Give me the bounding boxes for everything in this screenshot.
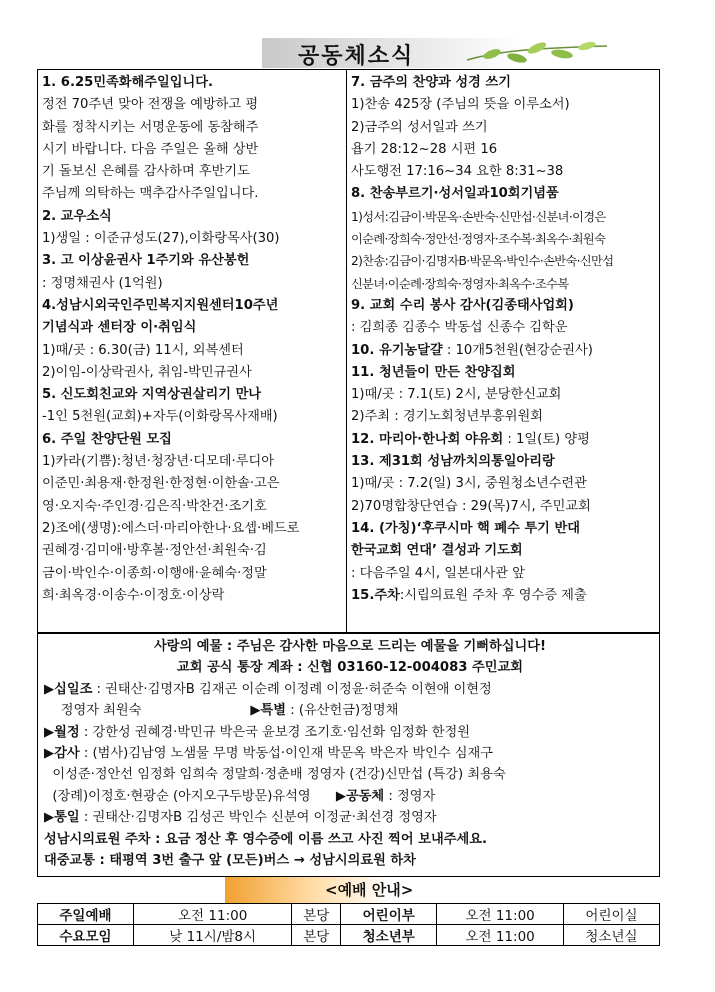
notice-line: 기 돌보신 은혜를 감사하며 후반기도: [42, 164, 250, 180]
notice-line: 욥기 28:12~28 시편 16: [351, 141, 498, 157]
offering-line: [44, 807, 656, 828]
notice-line: 9. 교회 수리 봉사 감사(김종태사업회): [351, 297, 574, 313]
notice-line: 정전 70주년 맞아 전쟁을 예방하고 평: [42, 97, 259, 113]
offering-category: ▶특별: [250, 703, 287, 719]
notice-line: 8. 찬송부르기·성서일과10회기념품: [351, 186, 559, 202]
offering-names: 이성준·정안선 임정화 임희숙 정말희·정춘배 정영자 (건강)신만섭 (특강) 최용숙: [44, 767, 506, 783]
offering-panel: [37, 633, 660, 877]
notice-line-heading: 15.주차: [351, 587, 400, 603]
notice-line: [351, 585, 657, 607]
notice-line: 1)때/곳 : 7.2(일) 3시, 중원청소년수련관: [351, 476, 587, 492]
offering-names: (장례)이정호·현광순 (아지오구두방문)유석영: [44, 788, 336, 804]
offering-category: ▶통일: [44, 810, 80, 826]
notice-line: 2)찬송:김금이·김명자B·박문옥·박인수·손반숙·신만섭: [351, 254, 614, 269]
notice-line: 1)때/곳 : 6.30(금) 11시, 외복센터: [42, 342, 244, 358]
service-schedule-table: [37, 903, 660, 946]
notice-line: 11. 청년들이 만든 찬양집회: [351, 364, 516, 380]
notice-line: : 정명채권사 (1억원): [42, 275, 163, 291]
notices-right-column: [351, 72, 657, 607]
table-cell: 수요모임: [38, 925, 134, 946]
notice-line: [351, 340, 657, 362]
notice-line: 7. 금주의 찬양과 성경 쓰기: [351, 75, 511, 90]
offering-names: : 권태산·김명자B 김성곤 박인수 신분여 이정균·최선경 정영자: [79, 810, 437, 826]
notice-line: : 김희종 김종수 박동섭 신종수 김학운: [351, 320, 568, 336]
table-row: [38, 904, 660, 925]
table-cell: 어린이부: [341, 904, 437, 925]
offering-names: : (유산헌금)정명채: [286, 703, 399, 719]
notice-line: : 다음주일 4시, 일본대사관 앞: [351, 565, 525, 581]
notice-line: 2)이임-이상락권사, 취임-박민규권사: [42, 364, 252, 380]
section-title: 공동체소식: [298, 43, 415, 69]
notice-line: -1인 5천원(교회)+자두(이화랑목사재배): [42, 409, 278, 425]
notice-line: [351, 429, 657, 451]
notice-line: 1)찬송 425장 (주님의 뜻을 이루소서): [351, 97, 570, 113]
notice-line: 1)생일 : 이준규성도(27),이화랑목사(30): [42, 231, 280, 247]
table-cell: 어린이실: [564, 904, 660, 925]
offering-category: ▶월정: [44, 724, 80, 740]
offering-names: : (범사)김남영 노샘물 무명 박동섭·이인재 박문옥 박은자 박인수 심재구: [79, 746, 493, 762]
notices-panel: [37, 69, 660, 633]
notices-left-column: [42, 72, 342, 607]
offering-line: [44, 700, 656, 721]
notice-line: 한국교회 연대’ 결성과 기도회: [351, 543, 523, 559]
notice-line: 5. 신도회친교와 지역상권살리기 만나: [42, 387, 262, 403]
column-divider: [346, 70, 347, 632]
table-row: [38, 925, 660, 946]
notice-line: 사도행전 17:16~34 요한 8:31~38: [351, 164, 564, 180]
table-cell: 본당: [292, 904, 341, 925]
table-cell: 본당: [292, 925, 341, 946]
section-title-banner: [262, 38, 612, 68]
service-guide-title: <예배 안내>: [325, 881, 414, 899]
notice-line: 14. (가칭)‘후쿠시마 핵 폐수 투기 반대: [351, 520, 580, 536]
table-cell: 청소년부: [341, 925, 437, 946]
notice-line: 기념식과 센터장 이·취임식: [42, 320, 197, 336]
notice-line-detail: : 10개5천원(현강순권사): [442, 342, 593, 358]
offering-names: : 정영자: [384, 788, 436, 804]
notice-line: 2)주최 : 경기노회청년부흥위원회: [351, 409, 543, 425]
offering-line: [44, 722, 656, 743]
offering-names: : 강한성 권혜경·박민규 박은국 윤보경 조기호·임선화 임정화 한정원: [79, 724, 470, 740]
notice-line: 2)70명합창단연습 : 29(목)7시, 주민교회: [351, 498, 591, 514]
notice-line-heading: 10. 유기농달걀: [351, 342, 443, 358]
offering-line: [44, 764, 656, 785]
notice-line: 권혜경·김미애·방후볼·정안선·최원숙·김: [42, 543, 267, 559]
notice-line: 4.성남시외국인주민복지지원센터10주년: [42, 297, 279, 313]
table-cell: 오전 11:00: [133, 904, 291, 925]
offering-names: : 권태산·김명자B 김재곤 이순례 이정례 이정윤·허준숙 이현애 이현정: [92, 681, 492, 697]
parking-notice: 성남시의료원 주차 : 요금 정산 후 영수증에 이름 쓰고 사진 찍어 보내주세요.: [44, 831, 487, 847]
notice-line-heading: 12. 마리아·한나회 야유회: [351, 431, 504, 447]
table-cell: 오전 11:00: [437, 904, 564, 925]
notice-line: 1)때/곳 : 7.1(토) 2시, 분당한신교회: [351, 387, 562, 403]
notice-line: 영·오지숙·주인경·김은직·박찬건·조기호: [42, 498, 267, 514]
notice-line: 이준민·최용재·한정원·한정현·이한솔·고은: [42, 476, 280, 492]
service-guide-banner: [225, 877, 460, 903]
offering-category: ▶공동체: [335, 788, 385, 804]
notice-line: 이순례·장희숙·정안선·정영자·조수복·최옥수·최원숙: [351, 232, 606, 247]
offering-heading: 사랑의 예물 : 주님은 감사한 마음으로 드리는 예물을 기뻐하십니다!: [154, 639, 546, 654]
bank-account: 교회 공식 통장 계좌 : 신협 03160-12-004083 주민교회: [177, 660, 523, 676]
notice-line: 신분녀·이순례·장희숙·정영자·최옥수·조수복: [351, 276, 569, 291]
transit-notice: 대중교통 : 태평역 3번 출구 앞 (모든)버스 → 성남시의료원 하차: [44, 853, 416, 869]
notice-line: 시기 바랍니다. 다음 주일은 올해 상반: [42, 141, 259, 157]
notice-line: 주님께 의탁하는 맥추감사주일입니다.: [42, 186, 259, 202]
table-cell: 낮 11시/밤8시: [133, 925, 291, 946]
notice-line-detail: :시립의료원 주차 후 영수증 제출: [399, 587, 587, 603]
notice-line: 1)성서:김금이·박문옥·손반숙·신만섭·신분녀·이경은: [351, 209, 606, 224]
offering-category: ▶십일조: [44, 681, 93, 697]
notice-line-detail: : 1일(토) 양평: [503, 431, 590, 447]
notice-line: 2)조에(생명):에스더·마리아한나·요셉·베드로: [42, 520, 300, 536]
notice-line: 13. 제31회 성남까치의통일아리랑: [351, 454, 555, 470]
offering-line: [44, 743, 656, 764]
notice-line: 6. 주일 찬양단원 모집: [42, 431, 172, 447]
offering-list: [44, 679, 656, 829]
leaf-branch-icon: [462, 40, 612, 68]
table-cell: 청소년실: [564, 925, 660, 946]
notice-line: 금이·박인수·이종희·이행애·윤혜숙·정말: [42, 565, 267, 581]
offering-category: ▶감사: [44, 746, 80, 762]
offering-line: [44, 786, 656, 807]
notice-line: 2. 교우소식: [42, 208, 112, 224]
notice-line: 1)카라(기쁨):청년·청장년·디모데·루디아: [42, 454, 274, 470]
table-cell: 오전 11:00: [437, 925, 564, 946]
offering-names: 정영자 최원숙: [44, 703, 251, 719]
offering-line: [44, 679, 656, 700]
notice-line: 희·최옥경·이송수·이정호·이상락: [42, 587, 225, 603]
notice-line: 3. 고 이상윤권사 1주기와 유산봉헌: [42, 253, 250, 269]
notice-line: 2)금주의 성서일과 쓰기: [351, 119, 488, 135]
table-cell: 주일예배: [38, 904, 134, 925]
notice-line: 1. 6.25민족화해주일입니다.: [42, 75, 213, 90]
notice-line: 화를 정착시키는 서명운동에 동참해주: [42, 119, 259, 135]
